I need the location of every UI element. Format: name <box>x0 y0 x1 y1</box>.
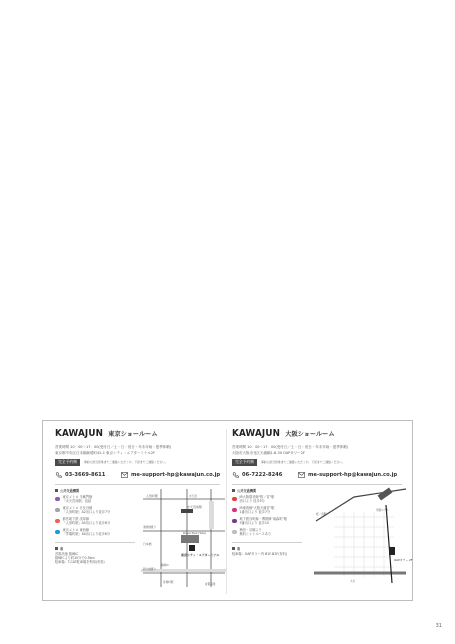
tokyo-email[interactable] <box>121 472 220 478</box>
line-color-dot <box>232 519 237 524</box>
tokyo-transit-heading: 公共交通機関 <box>55 488 79 493</box>
tokyo-header <box>55 428 158 439</box>
osaka-showroom-section <box>232 421 413 600</box>
station-item: 地下鉄谷町線・堺筋線"南森町"駅 3番出口より 徒歩10 <box>232 518 287 526</box>
divider <box>55 542 135 543</box>
tokyo-reservation <box>55 459 168 466</box>
tokyo-showroom-section <box>55 421 225 600</box>
line-color-dot <box>232 497 237 502</box>
line-color-dot <box>55 497 60 502</box>
map-label: Royal Park Hotel <box>183 531 206 535</box>
tokyo-phone[interactable] <box>55 472 105 478</box>
map-label: 清洲橋通り <box>143 526 156 529</box>
reservation-badge: 完全予約制 <box>55 459 80 466</box>
map-label: 桜ノ宮駅 <box>316 513 327 516</box>
map-label: 首都高速 <box>205 583 216 586</box>
tokyo-hours: 営業時間 10：00～17：00(受付日／土・日・祝日・年末年始・夏季休暇) <box>55 445 172 449</box>
column-divider <box>226 429 227 594</box>
tokyo-map <box>141 487 226 591</box>
osaka-title: 大阪ショールーム <box>285 431 335 438</box>
mail-icon <box>121 472 128 478</box>
osaka-car-info: 駐車場：OAPタワー内 B1F-B2F(有料) <box>232 552 288 556</box>
line-color-dot <box>55 508 60 513</box>
osaka-hours: 営業時間 10：00～17：00(受付日／土・日・祝日・年末年始・夏季休暇) <box>232 445 349 449</box>
station-item: 東京メトロ 東西線 「茅場町駅」4b出口より徒歩8分 <box>55 529 110 537</box>
osaka-email[interactable] <box>298 472 397 478</box>
phone-icon <box>232 472 239 478</box>
station-item: 梅田・京橋より 無料シャトルバスあり <box>232 529 271 537</box>
osaka-reservation <box>232 459 345 466</box>
map-label: 大川 <box>350 580 356 583</box>
divider <box>232 542 302 543</box>
osaka-map <box>314 487 413 587</box>
station-item: 東京メトロ 日比谷線 「人形町駅」A2出口より徒歩7分 <box>55 507 110 515</box>
osaka-header <box>232 428 335 439</box>
line-color-dot <box>55 519 60 524</box>
line-color-dot <box>232 530 237 535</box>
line-color-dot <box>55 530 60 535</box>
map-label: 日本橋 <box>143 542 152 546</box>
kawajun-logo: KAWAJUN <box>232 428 281 439</box>
tokyo-address: 東京都中央区日本橋蛎殻町42-1 東京シティ・エアターミナル2F <box>55 451 156 455</box>
osaka-transit-heading: 公共交通機関 <box>232 488 256 493</box>
station-item: 東京メトロ 半蔵門線 「水天宮前駅」直結 <box>55 496 92 504</box>
tokyo-phone-number: 03-3669-8611 <box>65 472 106 478</box>
osaka-car-heading: 車 <box>232 546 240 551</box>
map-label: 水天宮 <box>189 495 197 498</box>
divider <box>232 484 402 485</box>
reservation-badge: 完全予約制 <box>232 459 257 466</box>
tokyo-title: 東京ショールーム <box>108 431 158 438</box>
tokyo-email-address: me-support-hp@kawajun.co.jp <box>131 472 221 478</box>
osaka-address: 大阪市大阪市北区天満橋1-8-30 OAPタワー2F <box>232 451 305 455</box>
map-label: 箱崎IC <box>161 564 169 567</box>
line-color-dot <box>232 508 237 513</box>
station-item: JR東西線"大阪天満宮"駅 1番出口より 徒歩7分 <box>232 507 274 515</box>
reservation-note: 事前に担当営業までご連絡いただくか、下記までご連絡ください。 <box>260 460 345 465</box>
page-number: 31 <box>435 623 442 629</box>
showroom-info-panel <box>42 420 413 601</box>
tokyo-car-heading: 車 <box>55 546 63 551</box>
map-label: 水天宮前駅 <box>187 505 203 509</box>
tokyo-car-info: 首都高速 箱崎IC 箱崎ICより約10分で0.5km 駐車場：T-CAT駐車場を利用(有料) <box>55 552 105 564</box>
osaka-phone[interactable] <box>232 472 282 478</box>
station-item: 都営地下鉄 浅草線 「人形町駅」A5出口より徒歩8分 <box>55 518 110 526</box>
map-label: 人形町駅 <box>146 494 159 498</box>
map-label: 茅場町駅 <box>163 581 174 584</box>
map-label: 東京シティ・エアターミナル <box>181 553 220 557</box>
station-item: JR大阪環状線"桜ノ宮"駅 西口より 徒歩5分 <box>232 496 274 504</box>
mail-icon <box>298 472 305 478</box>
osaka-phone-number: 06-7222-8246 <box>242 472 283 478</box>
phone-icon <box>55 472 62 478</box>
map-label: OAPタワー 2F <box>394 558 413 562</box>
map-label: 帝国ホテル <box>376 509 389 512</box>
divider <box>55 484 220 485</box>
osaka-email-address: me-support-hp@kawajun.co.jp <box>308 472 398 478</box>
map-label: 新大橋通り <box>143 568 156 571</box>
kawajun-logo: KAWAJUN <box>55 428 104 439</box>
reservation-note: 事前に担当営業までご連絡いただくか、下記までご連絡ください。 <box>83 460 168 465</box>
